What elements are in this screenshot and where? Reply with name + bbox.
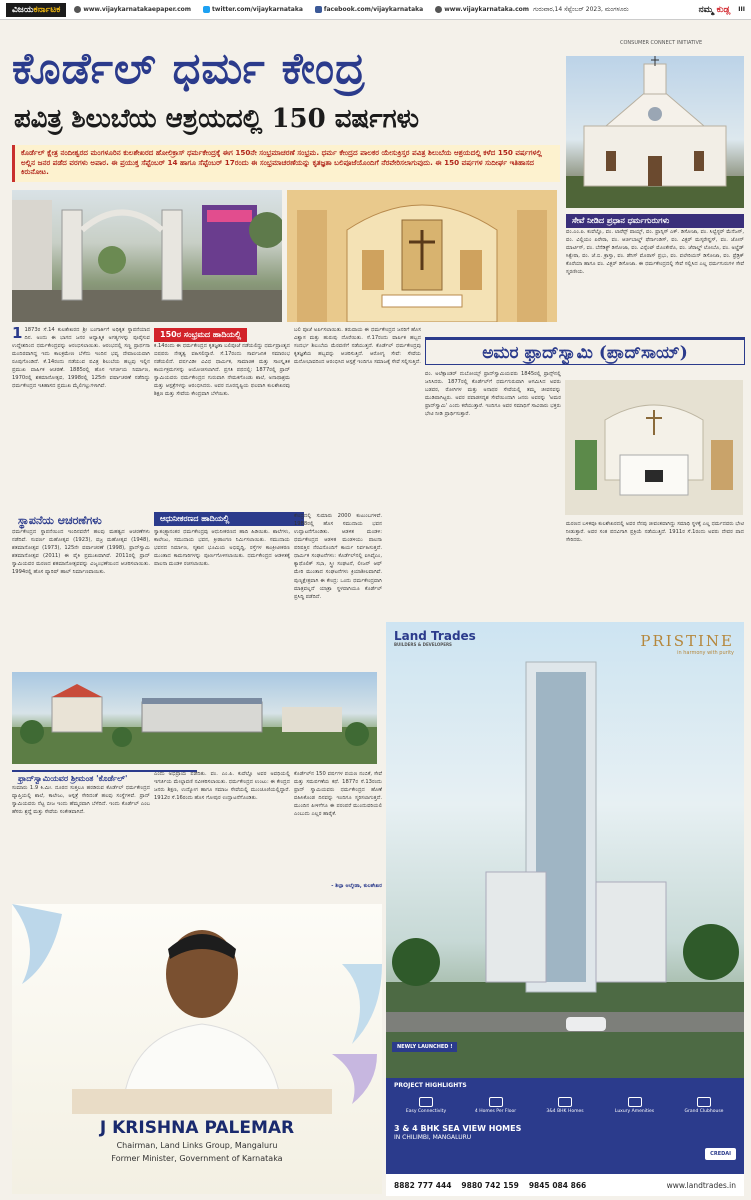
globe-icon [74, 6, 81, 13]
highlights-title: PROJECT HIGHLIGHTS [394, 1082, 467, 1089]
new-launch-badge: NEWLY LAUNCHED ! [392, 1042, 457, 1052]
website-link[interactable]: www.vijaykarnataka.com [435, 6, 529, 13]
highlight-clubhouse: Grand Clubhouse [672, 1097, 736, 1114]
article-column-6: ಕೇಂದ್ರದಲ್ಲಿ ಸುಮಾರು 2000 ಕುಟುಂಬಗಳಿವೆ. 1988ರಲ್ಲಿ ಹೊಸ ಸಮುದಾಯ ಭವನ ಉದ್ಘಾಟನೆಗೊಂಡಿತು. ಆಡಳಿತ ಮಂಡಳಿ: ಧರ್ಮಕೇಂದ್ರದ ಆಡಳಿತ ಮಂಡಳಿಯು ಪಾಲನಾ ಪರಿಷತ್ತಿನ ನೆರವಿನೊಂದಿಗೆ ಕಾರ್ಯ ನಿರ್ವಹಿಸುತ್ತದೆ. ಧಾರ್ಮಿಕ ಸಂಘಟನೆಗಳು: ಕೊರ್ಡೆಲ್‌ನಲ್ಲಿ ಐಸಿವೈಎಂ, ಕ್ಯಾಥೊಲಿಕ್ ಸಭಾ, ಸ್ತ್ರೀ ಸಂಘಟನೆ, ಲೀಜನ್ ಆಫ್ ಮೇರಿ ಮುಂತಾದ ಸಂಘಟನೆಗಳು ಕ್ರಿಯಾಶೀಲವಾಗಿವೆ. ಪುಣ್ಯಕ್ಷೇತ್ರವಾಗಿ ಈ ಕೇಂದ್ರ: ಒಂದು ಧರ್ಮಕೇಂದ್ರವಾಗಿ ಮಾತ್ರವಲ್ಲದೆ ಯಾತ್ರಾ ಸ್ಥಳವಾಗಿಯೂ ಕೊರ್ಡೆಲ್ ಪ್ರಸಿದ್ಧಿ ಪಡೆದಿದೆ. [294, 513, 382, 600]
contact-bar [386, 1174, 744, 1196]
twitter-icon [203, 6, 210, 13]
amenities-icon [628, 1097, 642, 1107]
modernization-heading: ಆಧುನೀಕರಣದ ಹಾದಿಯಲ್ಲಿ [154, 512, 304, 526]
priests-heading: ಸೇವೆ ನೀಡಿದ ಪ್ರಧಾನ ಧರ್ಮಗುರುಗಳು [566, 214, 744, 228]
church-altar-photo [287, 190, 557, 322]
page-subheadline: ಪವಿತ್ರ ಶಿಲುಬೆಯ ಆಶ್ರಯದಲ್ಲಿ 150 ವರ್ಷಗಳು [14, 104, 420, 134]
issue-date: ಗುರುವಾರ,14 ಸೆಪ್ಟೆಂಬರ್ 2023, ಮಂಗಳೂರು [533, 5, 629, 13]
highlight-connectivity: Easy Connectivity [394, 1097, 458, 1114]
article-column-2: ಕ.14ರಂದು ಈ ಧರ್ಮಕೇಂದ್ರದ ಕೃತಜ್ಞತಾ ಬಲಿಪೂಜೆ ನಡೆಯಲಿದ್ದು ಧರ್ಮಪ್ರಾಂತ್ಯದ ಬಿಷಪರು ನೇತೃತ್ವ ವಹಿಸಲಿದ್ದಾರೆ. ಸೆ.17ರಂದು ಸಾರ್ವಜನಿಕ ಸಮಾರಂಭ ನಡೆಯಲಿದೆ. ವರ್ಷವಿಡೀ ವಿವಿಧ ಧಾರ್ಮಿಕ, ಸಾಮಾಜಿಕ ಮತ್ತು ಸಾಂಸ್ಕೃತಿಕ ಕಾರ್ಯಕ್ರಮಗಳನ್ನು ಆಯೋಜಿಸಲಾಗಿದೆ. ಪ್ರಗತಿ ಪಥದಲ್ಲಿ: 1877ರಲ್ಲಿ ಫ್ರಾದ್ ಸ್ವಾಮಿಯವರು ಧರ್ಮಕೇಂದ್ರದ ಗುರುವಾಗಿ ನೇಮಕಗೊಂಡು ಶಾಲೆ, ಅನಾಥಾಶ್ರಮ ಮತ್ತು ಆಸ್ಪತ್ರೆಗಳನ್ನು ಆರಂಭಿಸಿದರು. ಅವರ ದೂರದೃಷ್ಟಿಯ ಫಲವಾಗಿ ಕುಲಶೇಖರವು ಶಿಕ್ಷಣ ಮತ್ತು ಸೇವೆಯ ಕೇಂದ್ರವಾಗಿ ಬೆಳೆಯಿತು. [154, 343, 290, 398]
road-icon [419, 1097, 433, 1107]
globe-icon [435, 6, 442, 13]
highlights-row [394, 1097, 736, 1114]
anniversary-heading: 150ರ ಸಂಭ್ರಮದ ಹಾದಿಯಲ್ಲಿ [154, 328, 247, 342]
founding-heading: ಸ್ಥಾಪನೆಯ ಆಚರಣೆಗಳು [18, 514, 102, 527]
highlight-homes-per-floor: 4 Homes Per Floor [464, 1097, 528, 1114]
sea-view-tagline: 3 & 4 BHK SEA VIEW HOMES [394, 1124, 522, 1133]
land-trades-logo: Land Trades BUILDERS & DEVELOPERS [394, 629, 476, 648]
home-icon [558, 1097, 572, 1107]
tomb-photo [565, 380, 743, 515]
modernization-column: ಸ್ವಾತಂತ್ರ್ಯಾನಂತರ ಧರ್ಮಕೇಂದ್ರವು ಆಧುನೀಕರಣದ ಹಾದಿ ಹಿಡಿಯಿತು. ಶಾಲೆಗಳು, ಕಾಲೇಜು, ಸಮುದಾಯ ಭವನ, ಕ್ರೀಡಾಂಗಣ ನಿರ್ಮಿಸಲಾಯಿತು. ಸಮುದಾಯ ಭವನದ ನಿರ್ಮಾಣ, ಸ್ಮಶಾನ ಭೂಮಿಯ ಅಭಿವೃದ್ಧಿ, ರಸ್ತೆಗಳ ಕಾಂಕ್ರೀಟೀಕರಣ ಮುಂತಾದ ಕಾಮಗಾರಿಗಳನ್ನು ಪೂರ್ಣಗೊಳಿಸಲಾಯಿತು. ಧರ್ಮಕೇಂದ್ರದ ಆಡಳಿತಕ್ಕೆ ಪಾಲನಾ ಮಂಡಳಿ ರಚಿಸಲಾಯಿತು. [154, 529, 290, 568]
article-column-3: ಬಲಿ ಪೂಜೆ ಅರ್ಪಿಸಲಾಯಿತು. ತರುವಾಯ ಈ ಧರ್ಮಕೇಂದ್ರದ ಜನರಿಗೆ ಹೊಸ ವಿಶ್ವಾಸ ಮತ್ತು ಹುರುಪು ದೊರೆಯಿತು. ಸೆ.17ರಂದು ವಾರ್ಷಿಕ ಹಬ್ಬದ ಸಂದರ್ಭ ಶಿಲುಬೆಯ ಮೆರವಣಿಗೆ ನಡೆಯುತ್ತದೆ. ಕೊರ್ಡೆಲ್ ಧರ್ಮಕೇಂದ್ರವು ಕೃತಜ್ಞತೆಯ ಹಬ್ಬವನ್ನು ಆಚರಿಸುತ್ತಿದೆ. ಆರೋಗ್ಯ ಸೇವೆ: ಸೇವೆಯ ಮನೋಭಾವದಿಂದ ಆರಂಭಿಸಿದ ಆಸ್ಪತ್ರೆ ಇಂದಿಗೂ ಸಮಾಜಕ್ಕೆ ಸೇವೆ ಸಲ್ಲಿಸುತ್ತಿದೆ. [294, 327, 421, 366]
person-role-1: Chairman, Land Links Group, Mangaluru [116, 1141, 278, 1150]
amara-heading: ಅಮರ ಫ್ರಾದ್‌ಸ್ವಾಮಿ (ಪ್ರಾದ್‌ಸಾಯ್) [425, 337, 745, 365]
masthead [0, 0, 751, 20]
church-facade-photo [566, 56, 744, 208]
real-estate-ad[interactable] [386, 622, 744, 1196]
article-column-1: 1 1873ರ ಸೆ.14 ಕುಲಶೇಖರದ ಶ್ರೀ ಬಂಗಾರ್ತಿಗೆ ಅಧಿಕೃತ ಸ್ಥಾಪನೆಯಾದ ದಿನ. ಅಂದು ಈ ಭಾಗದ ಜನರ ಆಧ್ಯಾತ್ಮಿಕ ಅಗತ್ಯಗಳನ್ನು ಪೂರೈಸುವ ಉದ್ದೇಶದಿಂದ ಧರ್ಮಕೇಂದ್ರವನ್ನು ಆರಂಭಿಸಲಾಯಿತು. ಆರಂಭದಲ್ಲಿ ಸಣ್ಣ ಪ್ರಾರ್ಥನಾ ಮಂದಿರವಾಗಿದ್ದ ಇದು ಕಾಲಕ್ರಮೇಣ ಬೆಳೆದು ಇಂದಿನ ಭವ್ಯ ದೇವಾಲಯವಾಗಿ ರೂಪುಗೊಂಡಿದೆ. ಕೆ.14ರಂದು ನಡೆಯುವ ಪವಿತ್ರ ಶಿಲುಬೆಯ ಹಬ್ಬವು ಇಲ್ಲಿನ ಪ್ರಮುಖ ವಾರ್ಷಿಕ ಆಚರಣೆ. 1885ರಲ್ಲಿ ಹೊಸ ಇಗರ್ಜಿಯ ನಿರ್ಮಾಣ, 1970ರಲ್ಲಿ ಶತಮಾನೋತ್ಸವ, 1998ರಲ್ಲಿ 125ನೇ ವರ್ಷಾಚರಣೆ ನಡೆದಿದ್ದು ಧರ್ಮಕೇಂದ್ರದ ಇತಿಹಾಸದ ಪ್ರಮುಖ ಮೈಲಿಗಲ್ಲುಗಳಾಗಿವೆ. [12, 326, 150, 390]
section-title: ನಮ್ಮ ಕುಡ್ಲ [698, 4, 731, 15]
building-icon [489, 1097, 503, 1107]
amara-column-2: ಮರಣದ ಬಳಿಕವೂ ಕುಲಶೇಖರದಲ್ಲಿ ಅವರ ನೆನಪು ಜೀವಂತವಾಗಿದ್ದು ಸಮಾಧಿ ಸ್ಥಳಕ್ಕೆ ಎಲ್ಲ ಧರ್ಮದವರು ಭೇಟಿ ನೀಡುತ್ತಾರೆ. ಅವರ ಸಂತ ಪದವಿಗಾಗಿ ಪ್ರಕ್ರಿಯೆ ನಡೆಯುತ್ತಿದೆ. 1911ರ ಸೆ.1ರಂದು ಅವರು ದೇವರ ಪಾದ ಸೇರಿದರು. [566, 521, 744, 544]
twitter-link[interactable]: twitter.com/vijaykarnataka [203, 6, 303, 13]
project-location: IN CHILIMBI, MANGALURU [394, 1134, 472, 1141]
consumer-connect-label: CONSUMER CONNECT INITIATIVE [620, 40, 703, 46]
article-column-8: ಎಂದು ಅಭಿಪ್ರಾಯ ಪಡೆದಿತು. ವಂ. ಎಂ.ಪಿ. ಕುವೆಲ್ಲೊ ಅವರ ಅವಧಿಯಲ್ಲಿ ಇಗರ್ಜಿಯ ಮೇಲ್ಛಾವಣಿ ನವೀಕರಿಸಲಾಯಿತು. ಧರ್ಮಕೇಂದ್ರದ ಉಂಟು: ಈ ಕೇಂದ್ರದ ಜನರು ಶಿಕ್ಷಣ, ಉದ್ಯೋಗ ಹಾಗೂ ಸಮಾಜ ಸೇವೆಯಲ್ಲಿ ಮುಂಚೂಣಿಯಲ್ಲಿದ್ದಾರೆ. 1912ರ ಸೆ.16ರಂದು ಹೊಸ ಗೋಪುರ ಉದ್ಘಾಟನೆಗೊಂಡಿತು. [154, 771, 290, 802]
page-headline: ಕೊರ್ಡೆಲ್ ಧರ್ಮ ಕೇಂದ್ರ [12, 44, 366, 94]
phone-number-3[interactable]: 9845 084 866 [528, 1180, 587, 1190]
article-byline: - ಶಿಲ್ಪಾ ಅಲ್ಮೇಡಾ, ಕುಲಶೇಖರ [331, 883, 382, 889]
article-column-7: ಸುಮಾರು 1.9 ಕಿ.ಮೀ. ದೂರದ ಸುತ್ತಲೂ ಹರಡಿರುವ ಕೊರ್ಡೆಲ್ ಧರ್ಮಕೇಂದ್ರದ ವ್ಯಾಪ್ತಿಯಲ್ಲಿ ಶಾಲೆ, ಕಾಲೇಜು, ಆಸ್ಪತ್ರೆ ಸೇರಿದಂತೆ ಹಲವು ಸಂಸ್ಥೆಗಳಿವೆ. ಫ್ರಾದ್ ಸ್ವಾಮಿಯವರು ನೆಟ್ಟ ಬೀಜ ಇಂದು ಹೆಮ್ಮರವಾಗಿ ಬೆಳೆದಿದೆ. ಇಂದು ಕೊರ್ಡೆಲ್ ಎಂಬ ಹೆಸರು ಶ್ರದ್ಧೆ ಮತ್ತು ಸೇವೆಯ ಸಂಕೇತವಾಗಿದೆ. [12, 785, 150, 816]
priests-list: ವಂ.ಎಂ.ಪಿ. ಕುವೆಲ್ಲೊ, ವಂ. ಲಾರೆನ್ಸ್ ಪಾಯ್ಸ್, ವಂ. ಫ್ರಾನ್ಸಿಸ್ ಎಕ್. ಡಿಸೋಜಾ, ವಂ. ಸಿಲ್ವೆಸ್ಟರ್ ಮೆನೆಜಸ್, ವಂ. ವಿಲ್ಲಿಯಂ ಪಿರೇರಾ, ವಂ. ಆರ್ಚಿಬಾಲ್ಡ್ ಫೆರ್ನಾಂಡಿಸ್, ವಂ. ವಿಕ್ಟರ್ ಮಸ್ಕರೇನ್ಹಸ್, ವಂ. ಜೋನ್ ಮಾರ್ಟಿಸ್, ವಂ. ಬೆನೆಡಿಕ್ಟ್ ಡಿಸೋಜಾ, ವಂ. ವಿನ್ಸೆಂಟ್ ಮೊಂತೇರೊ, ವಂ. ಜೆರಾಲ್ಡ್ ಲೋಬೊ, ವಂ. ಅಲ್ಫ್ರೆಡ್ ಸಿಕ್ವೇರಾ, ವಂ. ಜೆ.ಬಿ. ಕ್ರಾಸ್ತಾ, ವಂ. ಡೆನಿಸ್ ಮೊರಾಸ್ ಪ್ರಭು, ವಂ. ವಲೇರಿಯನ್ ಡಿಸೋಜಾ, ವಂ. ಫ್ರೆಡ್ರಿಕ್ ಕೊರೆಯಾ ಹಾಗೂ ವಂ. ವಿಕ್ಟರ್ ಡಿಸೋಜಾ. ಈ ಧರ್ಮಕೇಂದ್ರದಲ್ಲಿ ಸೇವೆ ಸಲ್ಲಿಸಿದ ಎಲ್ಲ ಧರ್ಮಗುರುಗಳ ಸೇವೆ ಸ್ಮರಣೀಯ. [566, 229, 744, 276]
page-number: III [738, 6, 745, 13]
amara-column: ವಂ. ಅಲೆಕ್ಸಾಂಡರ್ ದುಬೋಯ್ಸ್ ಫ್ರಾದ್‌ಸ್ವಾಮಿಯವರು 1845ರಲ್ಲಿ ಫ್ರಾನ್ಸ್‌ನಲ್ಲಿ ಜನಿಸಿದರು. 1877ರಲ್ಲಿ ಕೊರ್ಡೆಲ್‌ಗೆ ಧರ್ಮಗುರುವಾಗಿ ಆಗಮಿಸಿದ ಅವರು ಬಡವರ, ರೋಗಿಗಳ ಮತ್ತು ಅನಾಥರ ಸೇವೆಯಲ್ಲಿ ತಮ್ಮ ಜೀವನವನ್ನು ಮುಡಿಪಾಗಿಟ್ಟರು. ಅವರ ಪವಾಡಸದೃಶ ಸೇವೆಯಿಂದಾಗಿ ಜನರು ಅವರನ್ನು 'ಅಮರ ಫ್ರಾದ್‌ಸ್ವಾಮಿ' ಎಂದು ಕರೆಯುತ್ತಾರೆ. ಇಂದಿಗೂ ಅವರ ಸಮಾಧಿಗೆ ಸಾವಿರಾರು ಭಕ್ತರು ಭೇಟಿ ನೀಡಿ ಪ್ರಾರ್ಥಿಸುತ್ತಾರೆ. [425, 371, 561, 418]
phone-number-2[interactable]: 9880 742 159 [461, 1180, 519, 1190]
social-links [74, 6, 529, 13]
credai-badge: CREDAI [705, 1148, 736, 1160]
person-role-2: Former Minister, Government of Karnataka [111, 1154, 283, 1164]
campus-aerial-photo [12, 672, 377, 764]
clubhouse-icon [697, 1097, 711, 1107]
church-gate-photo [12, 190, 282, 322]
intro-blurb: ಕೊರ್ಡೆಲ್ ಕ್ಷೇತ್ರ ನಂದೀಶ್ವರದ ಮಂಗಳೂರಿನ ಕುಲಶೇಖರದ ಹೋಲಿಕ್ರಾಸ್ ಧರ್ಮಕೇಂದ್ರಕ್ಕೆ ಈಗ 150ನೇ ಸಂಭ್ರಮಾಚರಣೆ ಸಂಭ್ರಮ. ಧರ್ಮ ಕೇಂದ್ರದ ಪಾಲಕರ ಯೇಸುಕ್ರಿಸ್ತರ ಪವಿತ್ರ ಶಿಲುಬೆಯ ಆಶ್ರಯದಲ್ಲಿ ಕಳೆದ 150 ವರ್ಷಗಳಲ್ಲಿ ಅಲ್ಲಿನ ಜನರ ಪಡೆದ ವರಗಳು ಅಪಾರ. ಈ ಪ್ರಯುಕ್ತ ಸೆಪ್ಟೆಂಬರ್ 14 ಹಾಗೂ ಸೆಪ್ಟೆಂಬರ್ 17ರಂದು ಈ ಸಂಭ್ರಮಾಚರಣೆಯನ್ನು ಕೃತಜ್ಞತಾ ಬಲಿಪೂಜೆಯೊಂದಿಗೆ ನೆರವೇರಿಸಲಾಗುವುದು. ಈ 150 ವರ್ಷಗಳ ಸುದೀರ್ಘ ಇತಿಹಾಸದ ಕಿರುನೋಟ. [12, 145, 560, 182]
pristine-logo: PRISTINE in harmony with purity [640, 632, 734, 656]
highlight-amenities: Luxury Amenities [603, 1097, 667, 1114]
epaper-link[interactable]: www.vijaykarnatakaepaper.com [74, 6, 191, 13]
legacy-heading: ಫ್ರಾದ್‌ಸ್ವಾಮಿಯವರ ಶ್ರೀಮಂತ 'ಕೊರ್ಡೆಲ್' [12, 770, 197, 786]
paper-logo: ವಿಜಯಕರ್ನಾಟಕ [6, 3, 66, 17]
article-column-9: ಕೊರ್ಡೆಲ್‌ನ 150 ವರ್ಷಗಳ ಪಯಣ ನಂಬಿಕೆ, ಸೇವೆ ಮತ್ತು ಸಮರ್ಪಣೆಯ ಕಥೆ. 1877ರ ಸೆ.13ರಂದು ಫ್ರಾದ್ ಸ್ವಾಮಿಯವರು ಧರ್ಮಕೇಂದ್ರದ ಹೊಣೆ ವಹಿಸಿಕೊಂಡ ದಿನವನ್ನು ಇಂದಿಗೂ ಸ್ಮರಿಸಲಾಗುತ್ತದೆ. ಮುಂದಿನ ಪೀಳಿಗೆಗೂ ಈ ಪರಂಪರೆ ಮುಂದುವರಿಯಲಿ ಎಂಬುದು ಎಲ್ಲರ ಹಾರೈಕೆ. [294, 771, 382, 818]
person-name: J KRISHNA PALEMAR [99, 1118, 295, 1138]
phone-number-1[interactable]: 8882 777 444 [394, 1180, 452, 1190]
portrait-caption [20, 1118, 374, 1164]
tower-render [386, 622, 744, 1078]
highlight-bhk: 3&4 BHK Homes [533, 1097, 597, 1114]
facebook-link[interactable]: facebook.com/vijaykarnataka [315, 6, 423, 13]
ad-website-link[interactable]: www.landtrades.in [666, 1180, 736, 1190]
facebook-icon [315, 6, 322, 13]
drop-cap: 1 [12, 326, 23, 342]
founding-column: ಧರ್ಮಕೇಂದ್ರದ ಸ್ಥಾಪನೆಯಿಂದ ಇಂದಿನವರೆಗೆ ಹಲವು ಮಹತ್ವದ ಆಚರಣೆಗಳು ನಡೆದಿವೆ. ಸುವರ್ಣ ಮಹೋತ್ಸವ (1923), ವಜ್ರ ಮಹೋತ್ಸವ (1948), ಶತಮಾನೋತ್ಸವ (1973), 125ನೇ ವರ್ಷಾಚರಣೆ (1998), ಫ್ರಾದ್‌ಸ್ವಾಮಿ ಶತಮಾನೋತ್ಸವ (2011) ಈ ಪೈಕಿ ಪ್ರಮುಖವಾಗಿವೆ. 2011ರಲ್ಲಿ ಫ್ರಾದ್ ಸ್ವಾಮಿಯವರ ಮರಣದ ಶತಮಾನೋತ್ಸವವನ್ನು ವಿಜೃಂಭಣೆಯಿಂದ ಆಚರಿಸಲಾಯಿತು. 1994ರಲ್ಲಿ ಹೊಸ ಪ್ಯಾರಿಷ್ ಹಾಲ್ ನಿರ್ಮಾಣವಾಯಿತು. [12, 529, 150, 576]
